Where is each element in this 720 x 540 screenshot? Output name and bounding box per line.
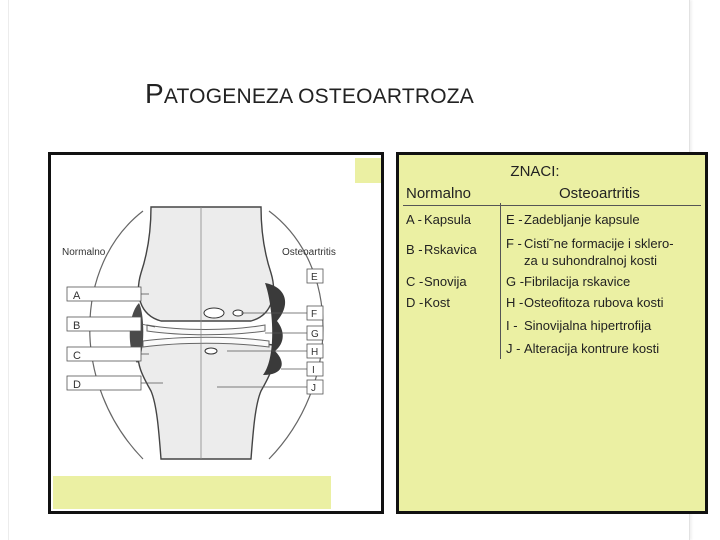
legend-text-h: Osteofitoza rubova kosti: [524, 295, 664, 310]
femur-bone: [138, 207, 273, 321]
legend-col-normal: Normalno: [406, 185, 472, 202]
cartilage-upper: [147, 325, 265, 335]
slide-title-rest: ATOGENEZA OSTEOARTROZA: [163, 85, 475, 108]
label-box-i: [307, 362, 323, 376]
legend-code-c: C -: [406, 274, 424, 289]
legend-code-a: A -: [406, 212, 422, 227]
cyst-upper-left: [204, 308, 224, 318]
label-a: A: [73, 290, 81, 302]
cyst-lower: [205, 348, 217, 354]
legend-text-f-cont: za u suhondralnoj kosti: [524, 253, 657, 268]
legend-text-e: Zadebljanje kapsule: [524, 212, 640, 227]
tint-bottom: [53, 476, 331, 509]
label-b: B: [73, 320, 81, 332]
legend-text-f: Cisti˜ne formacije i sklero-: [524, 236, 674, 251]
legend-entry-e: [506, 211, 640, 228]
legend-code-e: E -: [506, 212, 523, 227]
label-g: G: [311, 329, 319, 340]
legend-text-g: Fibrilacija rskavice: [524, 274, 631, 289]
legend-text-j: Alteracija kontrure kosti: [524, 341, 660, 356]
legend-code-d: D -: [406, 295, 424, 310]
slide-title-initial: P: [145, 78, 164, 109]
legend-text-a: Kapsula: [424, 212, 471, 227]
legend-entry-b: [406, 241, 477, 258]
legend-text-b: Rskavica: [424, 242, 477, 257]
label-osteoartritis: Osteoartritis: [282, 247, 336, 258]
legend-header-rule: [403, 205, 701, 206]
label-c: C: [73, 350, 81, 362]
legend-text-d: Kost: [424, 295, 451, 310]
legend-entry-i: [506, 317, 651, 334]
legend: [399, 155, 705, 511]
label-d: D: [73, 379, 81, 391]
label-e: E: [311, 272, 318, 283]
knee-diagram-panel: [48, 152, 384, 514]
label-i: I: [312, 365, 315, 376]
legend-entry-g: [506, 273, 630, 290]
legend-entry-c: [406, 273, 467, 290]
legend-entry-f: [506, 235, 674, 269]
legend-col-oa: Osteoartritis: [559, 185, 640, 202]
label-h: H: [311, 347, 319, 358]
label-j: J: [311, 383, 316, 394]
legend-entry-d: [406, 294, 450, 311]
label-normal: Normalno: [62, 247, 106, 258]
tibia-bone: [138, 341, 274, 460]
legend-text-i: Sinovijalna hipertrofija: [524, 318, 652, 333]
legend-text-c: Snovija: [424, 274, 467, 289]
legend-code-i: I -: [506, 318, 518, 333]
legend-entry-j: [506, 340, 659, 357]
legend-entry-a: [406, 211, 471, 228]
legend-entry-h: [506, 294, 663, 311]
label-f: F: [311, 309, 318, 320]
legend-code-j: J -: [506, 341, 521, 356]
legend-code-h: H -: [506, 295, 524, 310]
legend-column-divider: [500, 203, 501, 359]
legend-code-g: G -: [506, 274, 525, 289]
knee-joint-diagram: [51, 155, 381, 511]
tint-top-right: [355, 158, 381, 183]
legend-panel: [396, 152, 708, 514]
legend-code-f: F -: [506, 236, 522, 251]
slide-title: [145, 78, 474, 110]
legend-code-b: B -: [406, 242, 423, 257]
legend-heading: ZNACI:: [510, 163, 560, 180]
